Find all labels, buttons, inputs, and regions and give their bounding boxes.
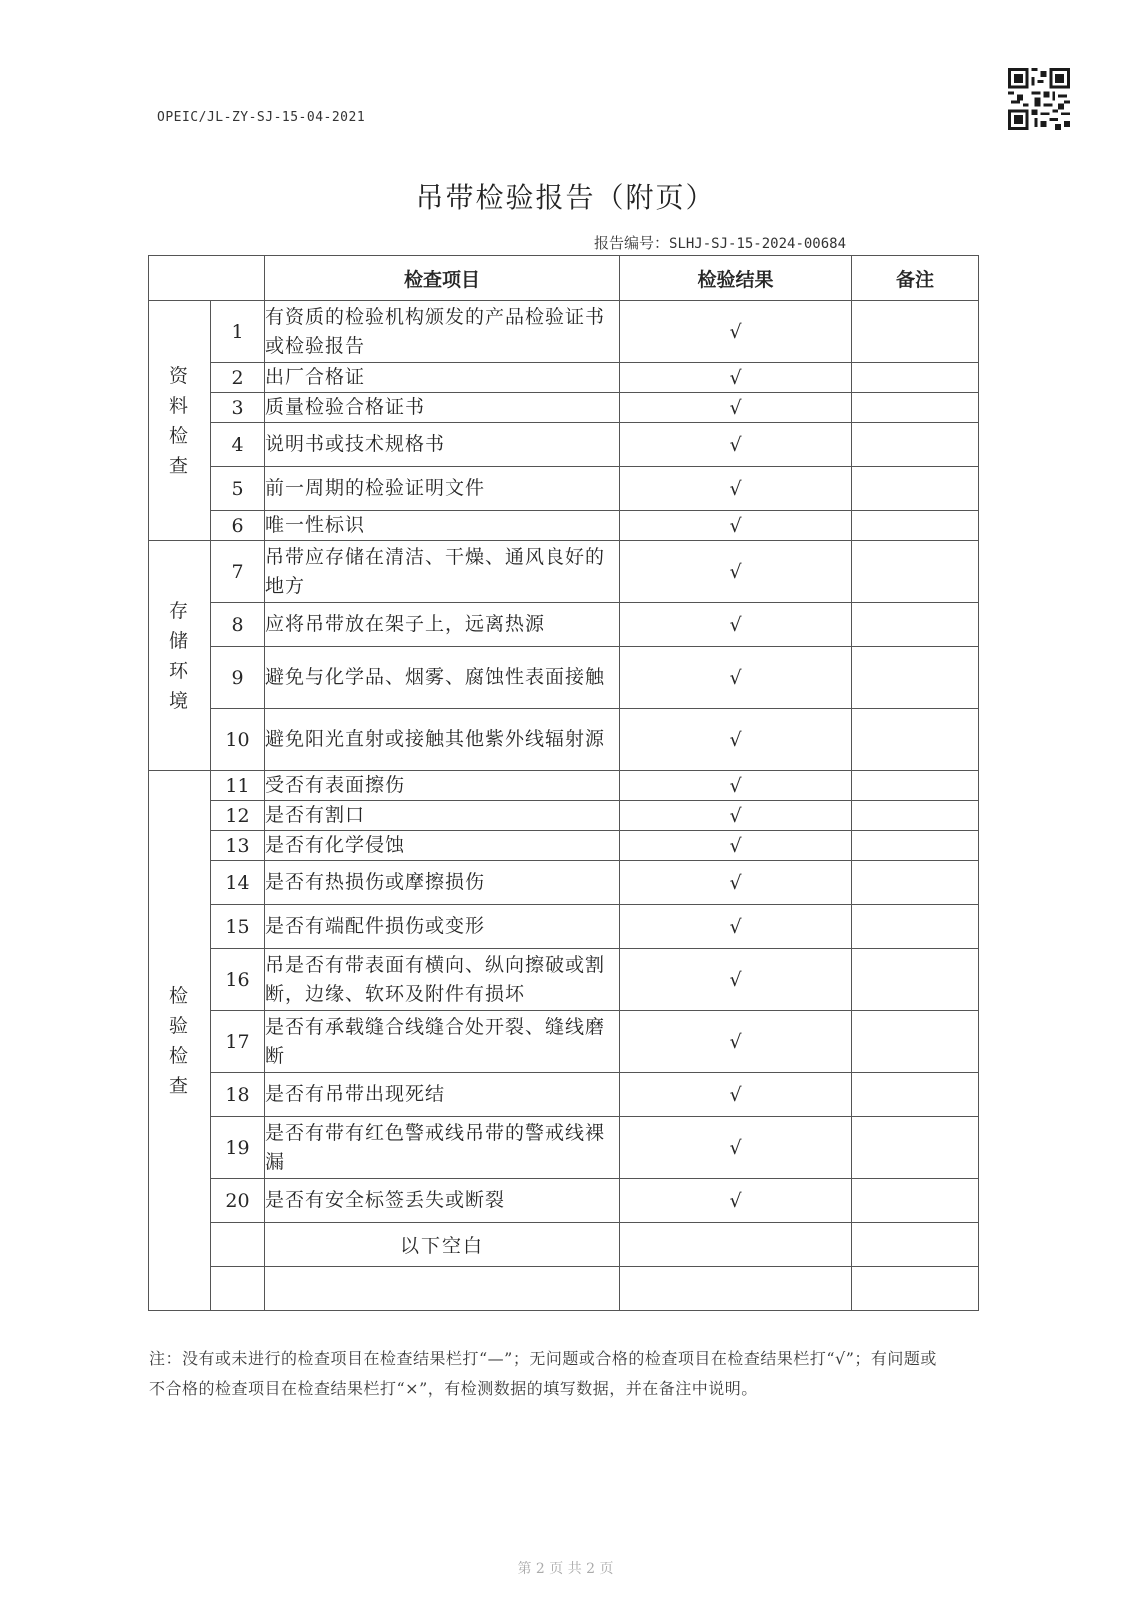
check-result: √ xyxy=(620,393,852,423)
footnote: 注：没有或未进行的检查项目在检查结果栏打“—”；无问题或合格的检查项目在检查结果栏打“√”；有问题或不合格的检查项目在检查结果栏打“×”，有检测数据的填写数据，并在备注中说明。 xyxy=(149,1349,937,1398)
check-item: 受否有表面擦伤 xyxy=(265,771,620,801)
remarks-cell xyxy=(852,1117,979,1179)
table-row xyxy=(149,467,979,511)
remarks-cell xyxy=(852,1223,979,1267)
header-remarks: 备注 xyxy=(852,256,979,301)
check-item: 出厂合格证 xyxy=(265,363,620,393)
row-number: 6 xyxy=(211,511,265,541)
row-number: 14 xyxy=(211,861,265,905)
category-inspection-check: 检验检查 xyxy=(149,771,211,1311)
check-result: √ xyxy=(620,541,852,603)
check-result: √ xyxy=(620,1117,852,1179)
check-item: 是否有割口 xyxy=(265,801,620,831)
table-row xyxy=(149,861,979,905)
row-number: 12 xyxy=(211,801,265,831)
empty-result-cell xyxy=(620,1267,852,1311)
blank-row xyxy=(149,1267,979,1311)
check-result: √ xyxy=(620,949,852,1011)
header-check-item: 检查项目 xyxy=(265,256,620,301)
table-row xyxy=(149,1011,979,1073)
remarks-cell xyxy=(852,1073,979,1117)
table-row xyxy=(149,801,979,831)
table-row xyxy=(149,511,979,541)
row-number: 10 xyxy=(211,709,265,771)
check-result: √ xyxy=(620,709,852,771)
check-item: 是否有化学侵蚀 xyxy=(265,831,620,861)
check-item: 是否有吊带出现死结 xyxy=(265,1073,620,1117)
check-result: √ xyxy=(620,1011,852,1073)
table-row xyxy=(149,423,979,467)
table-row xyxy=(149,771,979,801)
check-result: √ xyxy=(620,831,852,861)
table-row xyxy=(149,949,979,1011)
remarks-cell xyxy=(852,603,979,647)
empty-item-cell xyxy=(265,1267,620,1311)
report-number-label: 报告编号： xyxy=(594,234,670,252)
remarks-cell xyxy=(852,709,979,771)
check-item: 吊带应存储在清洁、干燥、通风良好的地方 xyxy=(265,541,620,603)
table-row xyxy=(149,393,979,423)
remarks-cell xyxy=(852,511,979,541)
qr-code-icon xyxy=(1008,68,1070,130)
check-result: √ xyxy=(620,467,852,511)
check-result: √ xyxy=(620,861,852,905)
check-item: 前一周期的检验证明文件 xyxy=(265,467,620,511)
table-row xyxy=(149,647,979,709)
row-number: 9 xyxy=(211,647,265,709)
check-item: 是否有端配件损伤或变形 xyxy=(265,905,620,949)
check-item: 避免与化学品、烟雾、腐蚀性表面接触 xyxy=(265,647,620,709)
table-row xyxy=(149,709,979,771)
remarks-cell xyxy=(852,467,979,511)
check-result: √ xyxy=(620,363,852,393)
remarks-cell xyxy=(852,771,979,801)
check-result: √ xyxy=(620,801,852,831)
row-number: 11 xyxy=(211,771,265,801)
check-item: 质量检验合格证书 xyxy=(265,393,620,423)
report-number-value: SLHJ-SJ-15-2024-00684 xyxy=(669,236,847,252)
row-number: 15 xyxy=(211,905,265,949)
row-number: 7 xyxy=(211,541,265,603)
row-number: 8 xyxy=(211,603,265,647)
remarks-cell xyxy=(852,423,979,467)
row-number: 20 xyxy=(211,1179,265,1223)
row-number: 19 xyxy=(211,1117,265,1179)
table-row xyxy=(149,541,979,603)
inspection-table xyxy=(148,255,979,1311)
table-row xyxy=(149,1073,979,1117)
report-number xyxy=(594,232,846,253)
row-number: 4 xyxy=(211,423,265,467)
remarks-cell xyxy=(852,801,979,831)
check-item: 应将吊带放在架子上，远离热源 xyxy=(265,603,620,647)
remarks-cell xyxy=(852,541,979,603)
row-number: 16 xyxy=(211,949,265,1011)
remarks-cell xyxy=(852,393,979,423)
check-result: √ xyxy=(620,647,852,709)
table-row xyxy=(149,1117,979,1179)
category-storage-environment: 存储环境 xyxy=(149,541,211,771)
check-item: 是否有热损伤或摩擦损伤 xyxy=(265,861,620,905)
check-item: 是否有承载缝合线缝合处开裂、缝线磨断 xyxy=(265,1011,620,1073)
category-document-check: 资料检查 xyxy=(149,301,211,541)
row-number: 18 xyxy=(211,1073,265,1117)
check-result: √ xyxy=(620,603,852,647)
row-number: 13 xyxy=(211,831,265,861)
empty-number-cell xyxy=(211,1223,265,1267)
table-row xyxy=(149,301,979,363)
row-number: 1 xyxy=(211,301,265,363)
table-header-row xyxy=(149,256,979,301)
check-item: 有资质的检验机构颁发的产品检验证书或检验报告 xyxy=(265,301,620,363)
row-number: 5 xyxy=(211,467,265,511)
remarks-cell xyxy=(852,363,979,393)
check-item: 唯一性标识 xyxy=(265,511,620,541)
table-row xyxy=(149,1179,979,1223)
remarks-cell xyxy=(852,905,979,949)
check-item: 说明书或技术规格书 xyxy=(265,423,620,467)
check-result: √ xyxy=(620,771,852,801)
table-row xyxy=(149,905,979,949)
remarks-cell xyxy=(852,1011,979,1073)
check-item: 避免阳光直射或接触其他紫外线辐射源 xyxy=(265,709,620,771)
remarks-cell xyxy=(852,647,979,709)
check-item: 吊是否有带表面有横向、纵向擦破或割断，边缘、软环及附件有损坏 xyxy=(265,949,620,1011)
empty-result-cell xyxy=(620,1223,852,1267)
row-number: 2 xyxy=(211,363,265,393)
check-result: √ xyxy=(620,423,852,467)
remarks-cell xyxy=(852,861,979,905)
remarks-cell xyxy=(852,949,979,1011)
remarks-cell xyxy=(852,301,979,363)
check-item: 是否有安全标签丢失或断裂 xyxy=(265,1179,620,1223)
remarks-cell xyxy=(852,831,979,861)
check-result: √ xyxy=(620,905,852,949)
blank-marker: 以下空白 xyxy=(265,1223,620,1267)
check-result: √ xyxy=(620,1073,852,1117)
page-number: 第 2 页 共 2 页 xyxy=(517,1561,614,1577)
check-result: √ xyxy=(620,1179,852,1223)
document-code: OPEIC/JL-ZY-SJ-15-04-2021 xyxy=(157,110,366,125)
row-number: 17 xyxy=(211,1011,265,1073)
header-inspection-result: 检验结果 xyxy=(620,256,852,301)
table-row xyxy=(149,603,979,647)
remarks-cell xyxy=(852,1267,979,1311)
empty-number-cell xyxy=(211,1267,265,1311)
page-title: 吊带检验报告（附页） xyxy=(415,181,716,214)
header-corner-cell xyxy=(149,256,265,301)
check-result: √ xyxy=(620,511,852,541)
row-number: 3 xyxy=(211,393,265,423)
check-result: √ xyxy=(620,301,852,363)
blank-row xyxy=(149,1223,979,1267)
remarks-cell xyxy=(852,1179,979,1223)
table-row xyxy=(149,831,979,861)
table-row xyxy=(149,363,979,393)
check-item: 是否有带有红色警戒线吊带的警戒线裸漏 xyxy=(265,1117,620,1179)
